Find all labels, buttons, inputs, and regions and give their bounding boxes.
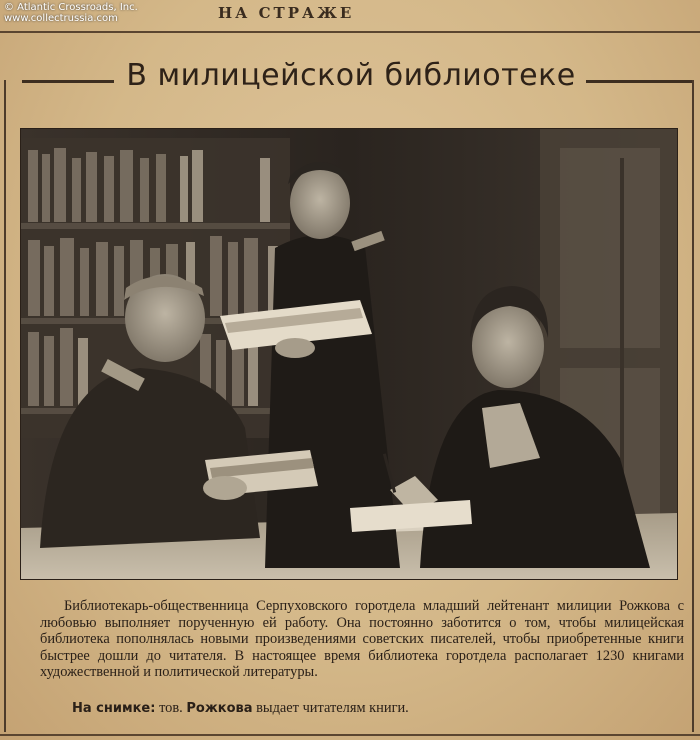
photo-note-label: На снимке: (72, 701, 156, 716)
photo-note-text: выдает читателям книги. (256, 700, 409, 716)
photo-note-prefix: тов. (159, 700, 183, 716)
article-title: В милицейской библиотеке (126, 58, 576, 93)
watermark-line-1: © Atlantic Crossroads, Inc. (4, 2, 138, 13)
photo-note-name: Рожкова (186, 701, 253, 716)
bottom-rule (0, 734, 700, 736)
copyright-watermark (4, 2, 138, 24)
article-photo (20, 128, 678, 580)
article-caption: Библиотекарь-общественница Серпуховского горотдела младший лейтенант милиции Рожкова с любовью выполняет порученную ей работу. Она постоянно заботится о том, чтобы милицейская библиотека пополнялась новыми произведениями советских писателей, чтобы приобретенные книги быстрее дошли до читателя. В настоящее время библиотека горотдела располагает 1230 книгами художественной и политической литературы. (40, 598, 684, 681)
newspaper-header: НА СТРАЖЕ (218, 4, 355, 22)
photo-note (72, 700, 409, 717)
header-rule (0, 31, 700, 33)
title-rule-left (22, 80, 114, 83)
watermark-line-2: www.collectrussia.com (4, 13, 118, 24)
frame-left-border (4, 80, 6, 732)
frame-right-border (692, 80, 694, 732)
title-rule-right (586, 80, 692, 83)
